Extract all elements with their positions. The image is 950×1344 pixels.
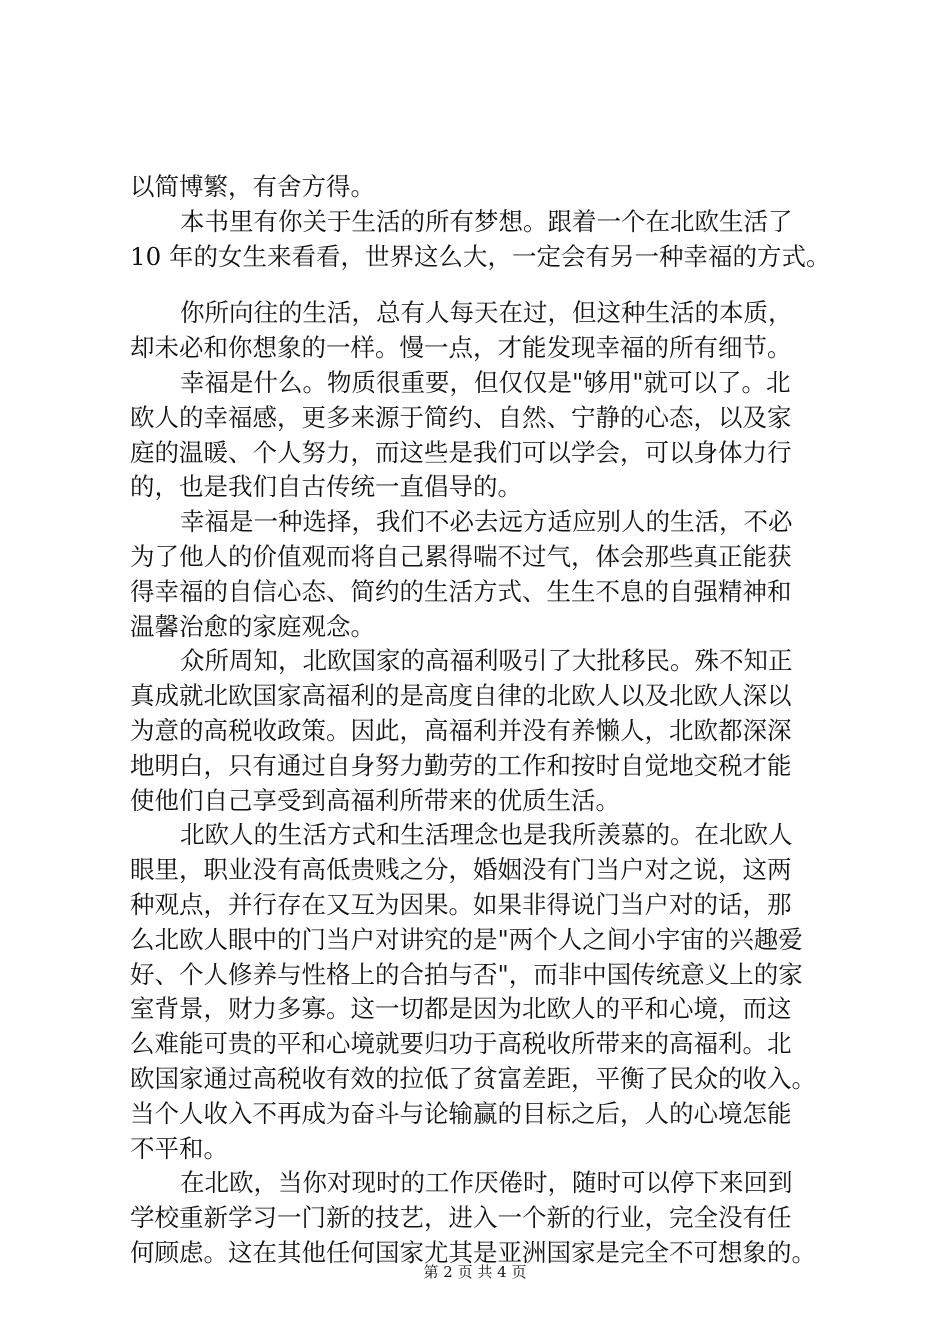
paragraph <box>130 818 850 1166</box>
text-line: 的，也是我们自古传统一直倡导的。 <box>130 472 522 502</box>
text-line: 庭的温暖、个人努力，而这些是我们可以学会，可以身体力行 <box>130 437 792 467</box>
text-line: 么北欧人眼中的门当户对讲究的是"两个人之间小宇宙的兴趣爱 <box>130 924 803 954</box>
body-text <box>130 170 850 1271</box>
text-line: 温馨治愈的家庭观念。 <box>130 611 375 641</box>
text-line: 当个人收入不再成为奋斗与论输赢的目标之后，人的心境怎能 <box>130 1098 792 1128</box>
text-line: 北欧人的生活方式和生活理念也是我所羡慕的。在北欧人 <box>180 820 793 850</box>
text-line: 好、个人修养与性格上的合拍与否"，而非中国传统意义上的家 <box>130 959 803 989</box>
text-line: 为意的高税收政策。因此，高福利并没有养懒人，北欧都深深 <box>130 715 792 745</box>
paragraph <box>130 505 850 644</box>
text-line: 本书里有你关于生活的所有梦想。跟着一个在北欧生活了 <box>180 206 793 236</box>
paragraph <box>130 170 850 205</box>
text-line: 室背景，财力多寡。这一切都是因为北欧人的平和心境，而这 <box>130 994 792 1024</box>
text-line: 以简博繁，有舍方得。 <box>130 172 375 201</box>
text-line: 学校重新学习一门新的技艺，进入一个新的行业，完全没有任 <box>130 1203 792 1233</box>
text-line: 何顾虑。这在其他任何国家尤其是亚洲国家是完全不可想象的。 <box>130 1237 816 1267</box>
text-line: 却未必和你想象的一样。慢一点，才能发现幸福的所有细节。 <box>130 333 792 363</box>
text-line: 幸福是一种选择，我们不必去远方适应别人的生活，不必 <box>180 507 793 537</box>
text-line: 真成就北欧国家高福利的是高度自律的北欧人以及北欧人深以 <box>130 681 792 711</box>
text-line: 使他们自己享受到高福利所带来的优质生活。 <box>130 785 620 815</box>
paragraph <box>130 366 850 505</box>
text-line: 为了他人的价值观而将自己累得喘不过气，体会那些真正能获 <box>130 541 792 571</box>
text-line: 欧人的幸福感，更多来源于简约、自然、宁静的心态，以及家 <box>130 402 792 432</box>
text-line: 10 年的女生来看看，世界这么大，一定会有另一种幸福的方式。 <box>130 241 831 271</box>
text-line: 得幸福的自信心态、简约的生活方式、生生不息的自强精神和 <box>130 576 792 606</box>
paragraph <box>130 205 850 275</box>
text-line: 幸福是什么。物质很重要，但仅仅是"够用"就可以了。北 <box>180 367 791 397</box>
text-line: 欧国家通过高税收有效的拉低了贫富差距，平衡了民众的收入。 <box>130 1063 816 1093</box>
text-line: 种观点，并行存在又互为因果。如果非得说门当户对的话，那 <box>130 889 792 919</box>
text-line: 你所向往的生活，总有人每天在过，但这种生活的本质， <box>180 298 793 328</box>
text-line: 眼里，职业没有高低贵贱之分，婚姻没有门当户对之说，这两 <box>130 855 792 885</box>
paragraph <box>130 296 850 366</box>
text-line: 众所周知，北欧国家的高福利吸引了大批移民。殊不知正 <box>180 646 793 676</box>
text-line: 么难能可贵的平和心境就要归功于高税收所带来的高福利。北 <box>130 1029 792 1059</box>
page-footer: 第 2 页 共 4 页 <box>423 1263 527 1281</box>
paragraph-gap <box>130 274 850 296</box>
paragraph <box>130 644 850 818</box>
text-line: 不平和。 <box>130 1133 228 1163</box>
paragraph <box>130 1166 850 1270</box>
text-line: 地明白，只有通过自身努力勤劳的工作和按时自觉地交税才能 <box>130 750 792 780</box>
text-line: 在北欧，当你对现时的工作厌倦时，随时可以停下来回到 <box>180 1168 793 1198</box>
